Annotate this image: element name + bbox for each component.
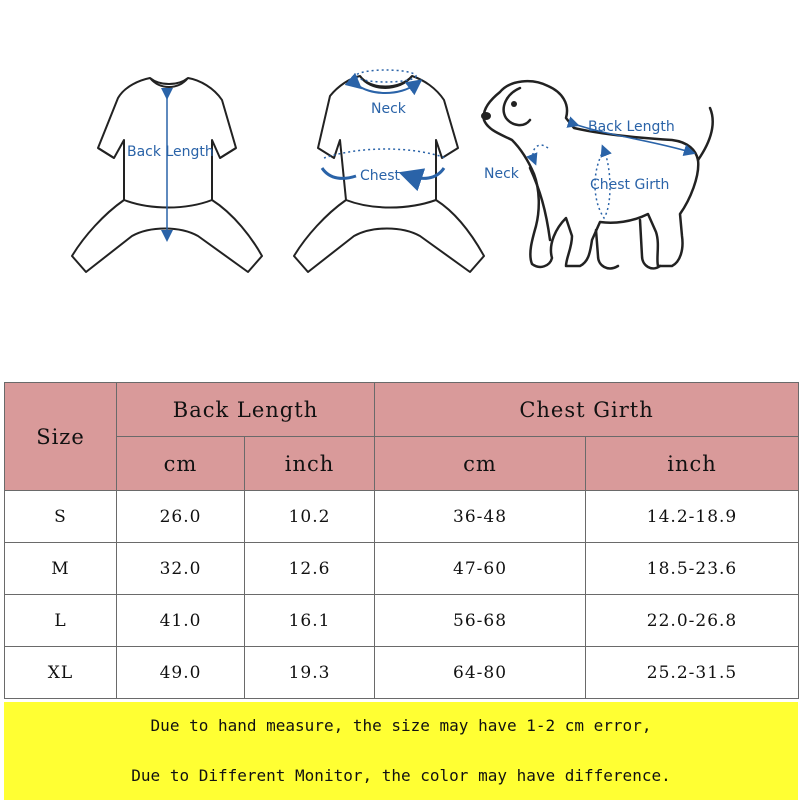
size-cell: S (5, 491, 117, 543)
dog-nose-icon (481, 112, 491, 120)
size-cell: L (5, 595, 117, 647)
dog-eye-icon (511, 101, 517, 107)
chest-inch-cell: 18.5-23.6 (586, 543, 799, 595)
table-row (5, 543, 799, 595)
back-inch-cell: 16.1 (245, 595, 375, 647)
garment-back-length-label: Back Length (127, 144, 214, 160)
chest-cm-cell: 47-60 (375, 543, 586, 595)
back-inch-header: inch (245, 437, 375, 491)
back-cm-cell: 32.0 (117, 543, 245, 595)
back-inch-cell: 10.2 (245, 491, 375, 543)
back-inch-cell: 12.6 (245, 543, 375, 595)
back-cm-header: cm (117, 437, 245, 491)
garment-chest-label: Chest (360, 168, 401, 184)
back-cm-cell: 49.0 (117, 647, 245, 699)
back-cm-cell: 41.0 (117, 595, 245, 647)
size-chart-table (4, 382, 799, 699)
size-cell: M (5, 543, 117, 595)
back-inch-cell: 19.3 (245, 647, 375, 699)
chest-inch-cell: 25.2-31.5 (586, 647, 799, 699)
chest-cm-cell: 36-48 (375, 491, 586, 543)
measurement-illustration (0, 0, 800, 300)
size-header: Size (5, 383, 117, 491)
table-row (5, 595, 799, 647)
chest-inch-cell: 14.2-18.9 (586, 491, 799, 543)
notice-banner (4, 702, 798, 800)
chest-cm-header: cm (375, 437, 586, 491)
chest-girth-header: Chest Girth (375, 383, 799, 437)
dog-chest-girth-label: Chest Girth (590, 177, 670, 193)
notice-line-measure: Due to hand measure, the size may have 1-2 cm error, (150, 716, 652, 735)
chest-cm-cell: 64-80 (375, 647, 586, 699)
dog-neck-label: Neck (484, 166, 519, 182)
chest-cm-cell: 56-68 (375, 595, 586, 647)
back-cm-cell: 26.0 (117, 491, 245, 543)
garment-neck-label: Neck (371, 101, 406, 117)
table-row (5, 647, 799, 699)
chest-inch-cell: 22.0-26.8 (586, 595, 799, 647)
notice-line-monitor: Due to Different Monitor, the color may have difference. (131, 766, 671, 785)
size-cell: XL (5, 647, 117, 699)
table-row (5, 491, 799, 543)
dog-back-length-label: Back Length (588, 119, 675, 135)
back-length-header: Back Length (117, 383, 375, 437)
chest-inch-header: inch (586, 437, 799, 491)
